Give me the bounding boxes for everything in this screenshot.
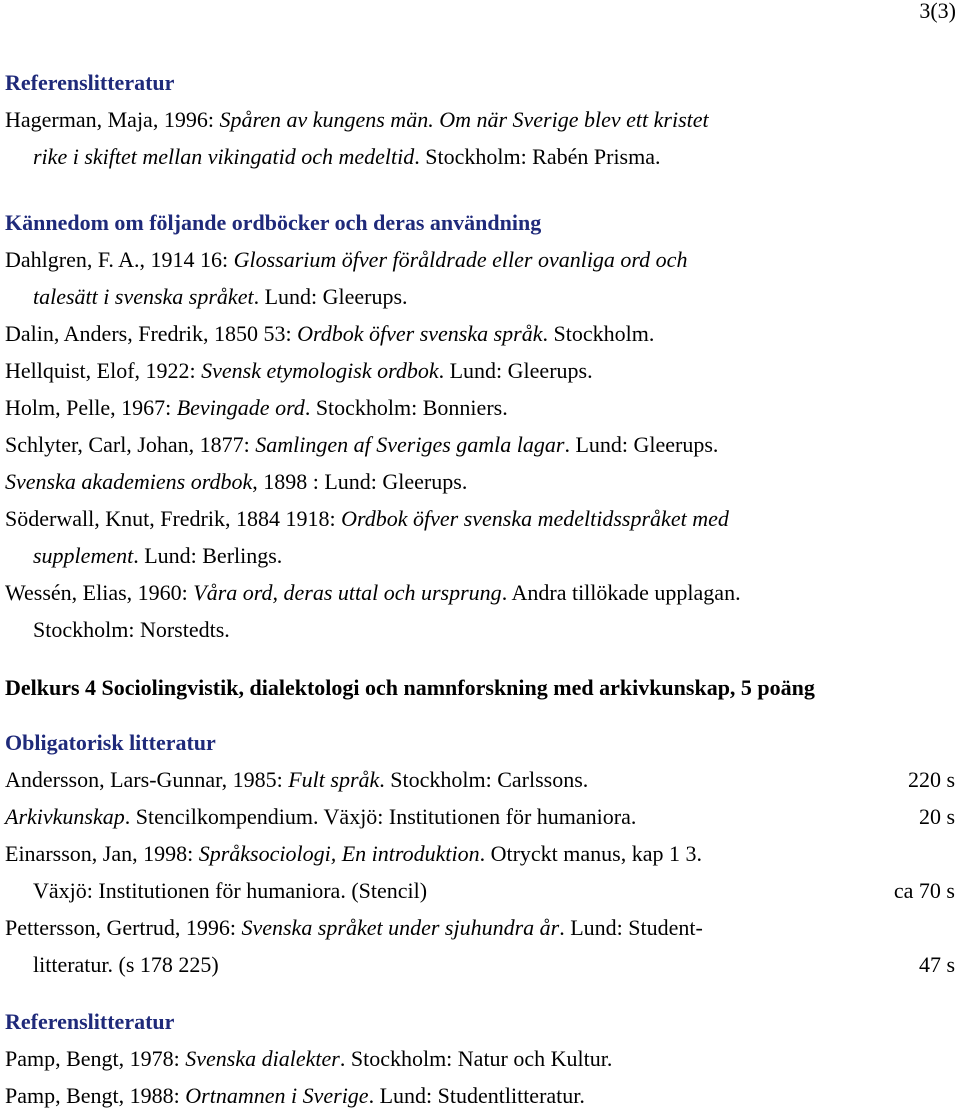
list-item-cont: supplement. Lund: Berlings. (33, 543, 283, 568)
page-count: 20 s (918, 804, 955, 829)
course-part-heading: Delkurs 4 Sociolingvistik, dialektologi och namnforskning med arkivkunskap, 5 poäng (5, 675, 815, 700)
list-item-cont: Stockholm: Norstedts. (33, 617, 230, 642)
list-item-cont: Växjö: Institutionen för humaniora. (Stencil) ca 70 s (5, 872, 955, 909)
page-count: ca 70 s (893, 878, 955, 903)
page-number: 3(3) (919, 0, 956, 23)
reference-section-2 (5, 1003, 955, 1114)
section-heading: Referenslitteratur (5, 70, 175, 95)
dictionaries-section (5, 204, 955, 648)
list-item: Dalin, Anders, Fredrik, 1850 53: Ordbok öfver svenska språk. Stockholm. (5, 321, 655, 346)
list-item-cont: litteratur. (s 178 225) 47 s (5, 946, 955, 983)
section-heading: Kännedom om följande ordböcker och deras användning (5, 210, 542, 235)
list-item: Svenska akademiens ordbok, 1898 : Lund: Gleerups. (5, 469, 468, 494)
entry-title: Spåren av kungens män. Om när Sverige blev ett kristet (219, 107, 709, 132)
page-count: 47 s (918, 952, 955, 977)
entry-author: Hagerman, Maja, 1996: (5, 107, 220, 132)
page-count: 220 s (907, 767, 955, 792)
entry-publisher: . Stockholm: Rabén Prisma. (414, 144, 661, 169)
section-heading: Referenslitteratur (5, 1009, 175, 1034)
obligatory-section (5, 724, 955, 983)
section-heading: Obligatorisk litteratur (5, 730, 216, 755)
list-item: Söderwall, Knut, Fredrik, 1884 1918: Ordbok öfver svenska medeltidsspråket med (5, 506, 729, 531)
list-item: Holm, Pelle, 1967: Bevingade ord. Stockholm: Bonniers. (5, 395, 508, 420)
reference-entry (5, 101, 955, 138)
list-item: Pamp, Bengt, 1988: Ortnamnen i Sverige. Lund: Studentlitteratur. (5, 1083, 585, 1108)
list-item: Pamp, Bengt, 1978: Svenska dialekter. Stockholm: Natur och Kultur. (5, 1046, 613, 1071)
list-item: Einarsson, Jan, 1998: Språksociologi, En introduktion. Otryckt manus, kap 1 3. (5, 841, 702, 866)
list-item: Andersson, Lars-Gunnar, 1985: Fult språk. Stockholm: Carlssons. 220 s (5, 761, 955, 798)
list-item: Pettersson, Gertrud, 1996: Svenska språket under sjuhundra år. Lund: Student- (5, 915, 703, 940)
reference-section-1 (5, 64, 955, 175)
list-item-cont: talesätt i svenska språket. Lund: Gleerups. (33, 284, 408, 309)
list-item: Dahlgren, F. A., 1914 16: Glossarium öfver föråldrade eller ovanliga ord och (5, 247, 688, 272)
reference-entry-cont (5, 138, 955, 175)
list-item: Hellquist, Elof, 1922: Svensk etymologisk ordbok. Lund: Gleerups. (5, 358, 593, 383)
entry-title-cont: rike i skiftet mellan vikingatid och medeltid (33, 144, 415, 169)
list-item: Wessén, Elias, 1960: Våra ord, deras uttal och ursprung. Andra tillökade upplagan. (5, 580, 741, 605)
list-item: Schlyter, Carl, Johan, 1877: Samlingen af Sveriges gamla lagar. Lund: Gleerups. (5, 432, 719, 457)
list-item: Arkivkunskap. Stencilkompendium. Växjö: Institutionen för humaniora. 20 s (5, 798, 955, 835)
